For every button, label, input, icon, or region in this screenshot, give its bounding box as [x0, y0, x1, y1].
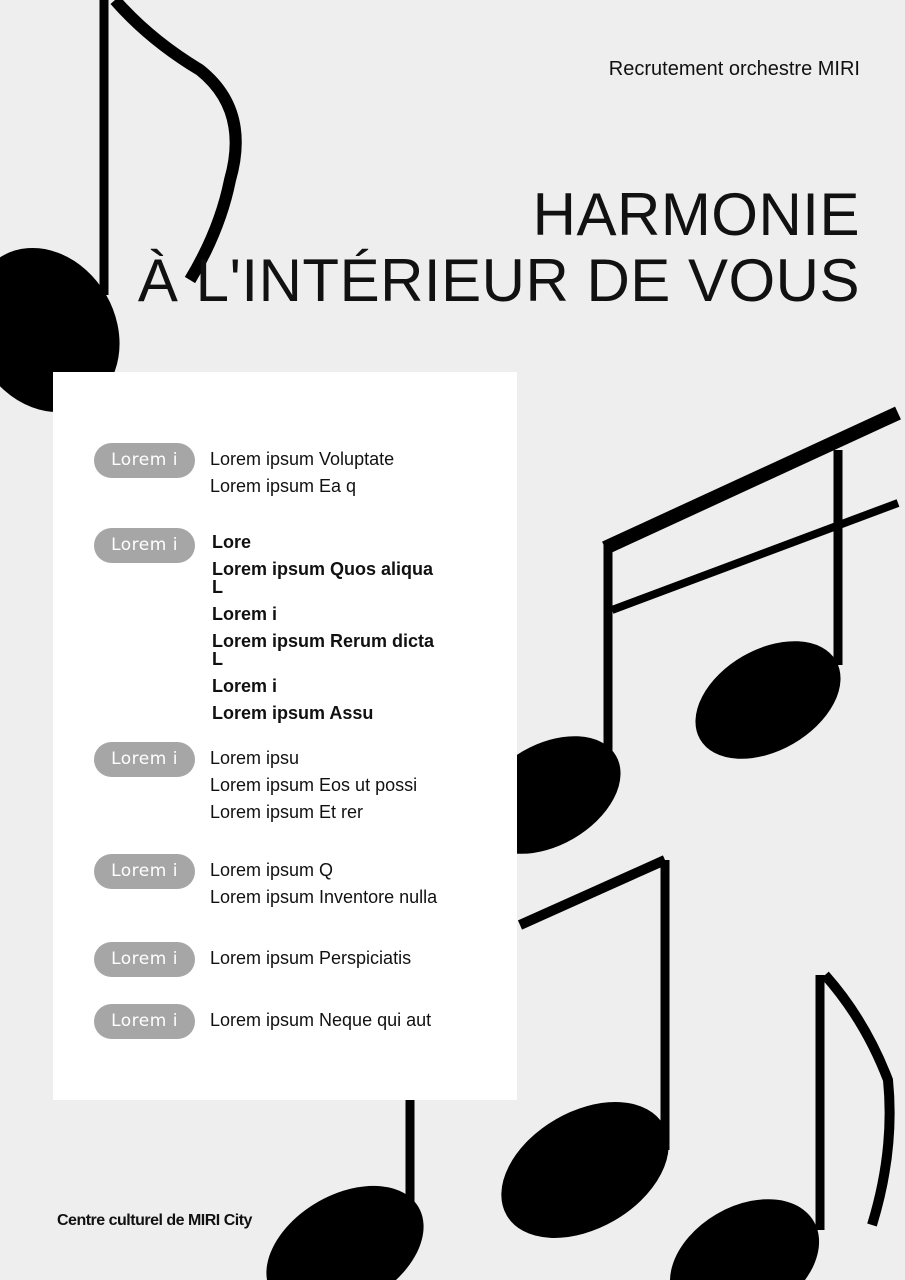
line: Lorem ipsum Assu	[212, 703, 374, 723]
line: Lorem ipsum Eos ut possi	[210, 775, 418, 795]
content-card	[53, 372, 517, 1100]
line: Lorem i	[212, 604, 278, 624]
line: Lorem ipsum Q	[210, 860, 334, 880]
title-line-1: HARMONIE	[532, 181, 860, 248]
line: Lorem ipsum Inventore nulla	[210, 887, 438, 907]
line: Lore	[212, 532, 252, 552]
section-pill: Lorem i	[94, 742, 195, 777]
eighth-note-icon-bottom-right	[670, 975, 890, 1280]
section-lines	[210, 745, 450, 826]
footer-organization: Centre culturel de MIRI City	[57, 1212, 252, 1229]
subtitle: Recrutement orchestre MIRI	[608, 58, 860, 80]
title-line-2: À L'INTÉRIEUR DE VOUS	[137, 247, 860, 314]
line: Lorem ipsu	[210, 748, 300, 768]
section-pill: Lorem i	[94, 528, 195, 563]
line: Lorem i	[212, 676, 278, 696]
beamed-notes-icon-right	[455, 413, 898, 877]
section-lines	[210, 446, 450, 500]
line: Lorem ipsum Et rer	[210, 802, 364, 822]
section-pill: Lorem i	[94, 443, 195, 478]
line: Lorem ipsum Quos aliqua L	[212, 559, 434, 597]
section-pill: Lorem i	[94, 1004, 195, 1039]
line: Lorem ipsum Neque qui aut	[210, 1010, 432, 1030]
section-lines	[210, 857, 450, 911]
line: Lorem ipsum Voluptate	[210, 449, 395, 469]
line: Lorem ipsum Perspiciatis	[210, 948, 412, 968]
line: Lorem ipsum Ea q	[210, 476, 357, 496]
section-lines	[210, 945, 450, 972]
section-pill: Lorem i	[94, 942, 195, 977]
section-lines	[210, 1007, 450, 1034]
page-title	[138, 182, 860, 314]
line: Lorem ipsum Rerum dicta L	[212, 631, 435, 669]
section-lines	[212, 533, 437, 731]
section-pill: Lorem i	[94, 854, 195, 889]
